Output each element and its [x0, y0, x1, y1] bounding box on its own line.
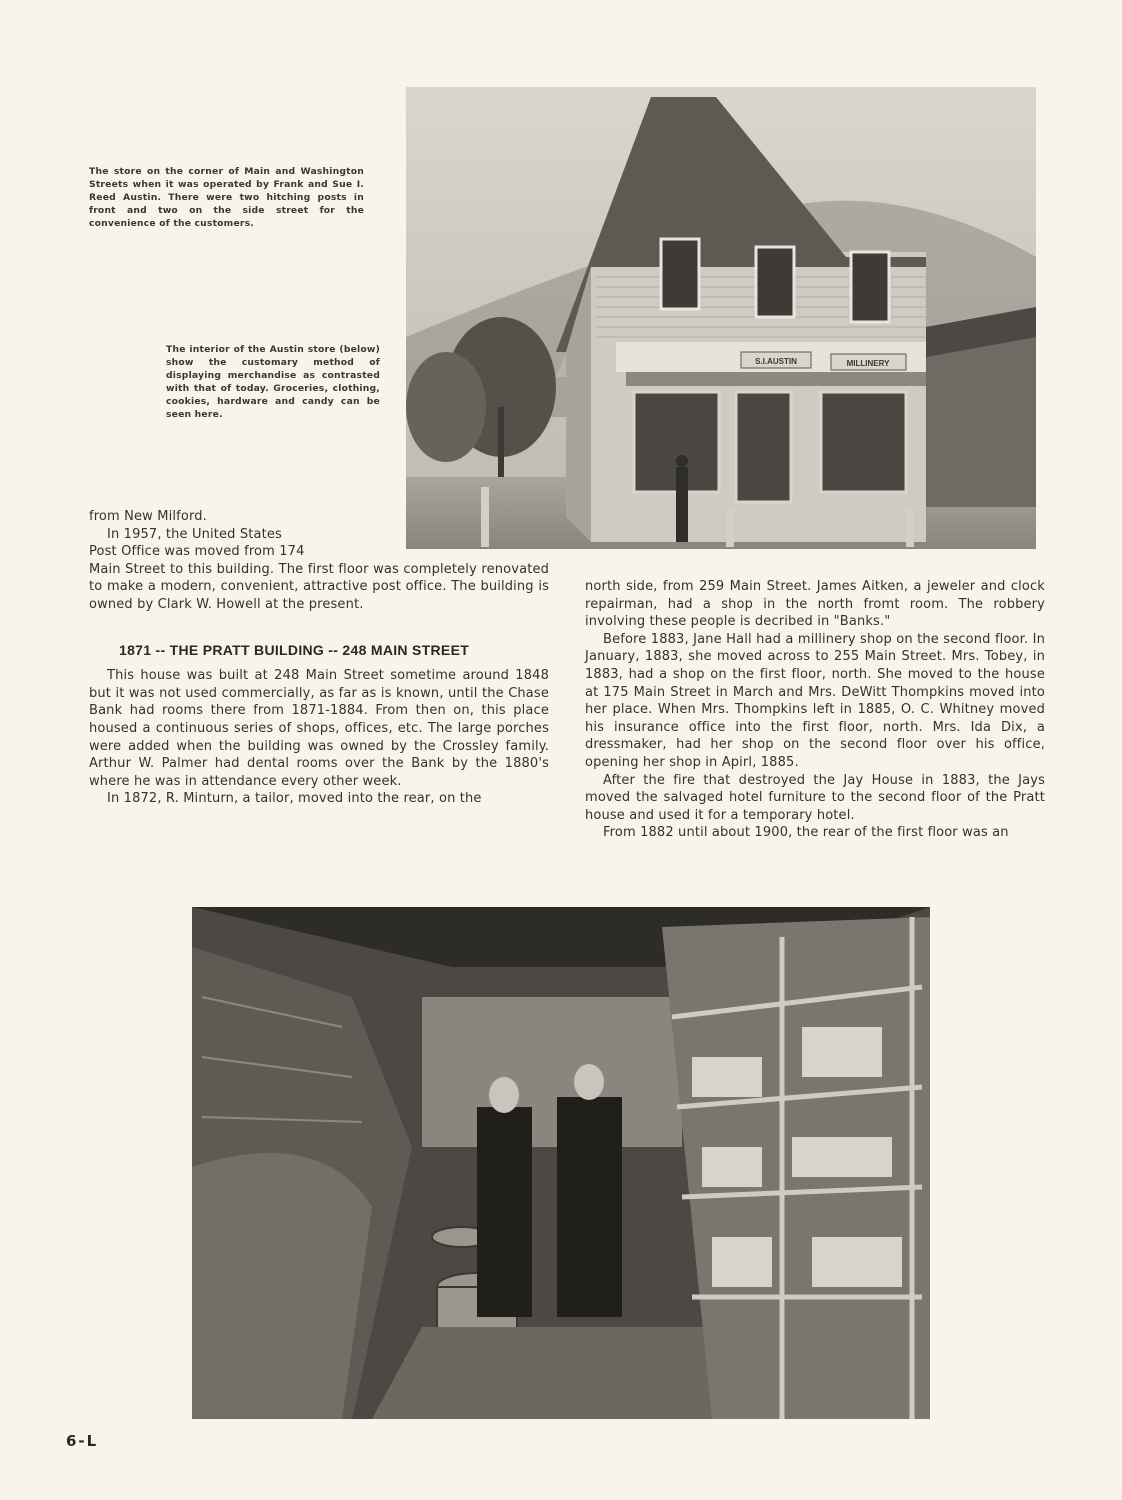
right-paragraph-3: After the fire that destroyed the Jay House in 1883, the Jays moved the salvaged hotel furniture to the second floor of the Pratt house and used it for a temporary hotel.: [585, 772, 1045, 823]
left-top-line-3: Post Office was moved from 174: [89, 544, 305, 560]
left-column: [89, 508, 549, 808]
sign-millinery: MILLINERY: [846, 359, 890, 368]
caption-store-interior: The interior of the Austin store (below) show the customary method of displaying merchandise as contrasted with that of today. Groceries, clothing, cookies, hardware and candy can be seen here.: [166, 344, 380, 420]
right-paragraph-2: Before 1883, Jane Hall had a millinery shop on the second floor. In January, 1883, she moved across to 255 Main Street. Mrs. Tobey, in 1883, had a shop on the first floor, north. She moved to the house at 175 Main Street in March and Mrs. DeWitt Thompkins moved into her place. When Mrs. Thompkins left in 1885, O. C. Whitney moved his insurance office into the first floor, north. Mrs. Ida Dix, a dressmaker, had her shop on the second floor over his office, opening her shop in Apirl, 1885.: [585, 631, 1045, 770]
right-column: [585, 578, 1045, 842]
right-paragraph-4: From 1882 until about 1900, the rear of the first floor was an: [603, 825, 1009, 841]
store-interior-photo: [192, 907, 930, 1419]
left-top-line-2: In 1957, the United States: [107, 526, 282, 542]
left-paragraph-2: This house was built at 248 Main Street sometime around 1848 but it was not used commercially, as far as is known, until the Chase Bank had rooms there from 1871-1884. From then on, this place housed a continuous series of shops, offices, etc. The large porches were added when the building was owned by the Crossley family. Arthur W. Palmer had dental rooms over the Bank by the 1880's where he was in attendance every other week.: [89, 668, 549, 789]
left-paragraph-1-rest: Main Street to this building. The first floor was completely renovated to make a modern, convenient, attractive post office. The building is owned by Clark W. Howell at the present.: [89, 561, 549, 612]
sign-austin: S.I.AUSTIN: [755, 357, 797, 366]
left-top-line-1: from New Milford.: [89, 509, 207, 524]
right-paragraph-1: north side, from 259 Main Street. James Aitken, a jeweler and clock repairman, had a shop in the north fromt room. The robbery involving these people is decribed in "Banks.": [585, 579, 1045, 630]
left-paragraph-3: In 1872, R. Minturn, a tailor, moved into the rear, on the: [107, 791, 482, 807]
caption-store-exterior: The store on the corner of Main and Washington Streets when it was operated by Frank and Sue I. Reed Austin. There were two hitching posts in front and two on the side street for the convenience of the customers.: [89, 166, 364, 229]
section-heading: 1871 -- THE PRATT BUILDING -- 248 MAIN STREET: [119, 641, 470, 658]
store-exterior-photo: [406, 87, 1036, 549]
page-number: 6-L: [66, 1432, 99, 1450]
